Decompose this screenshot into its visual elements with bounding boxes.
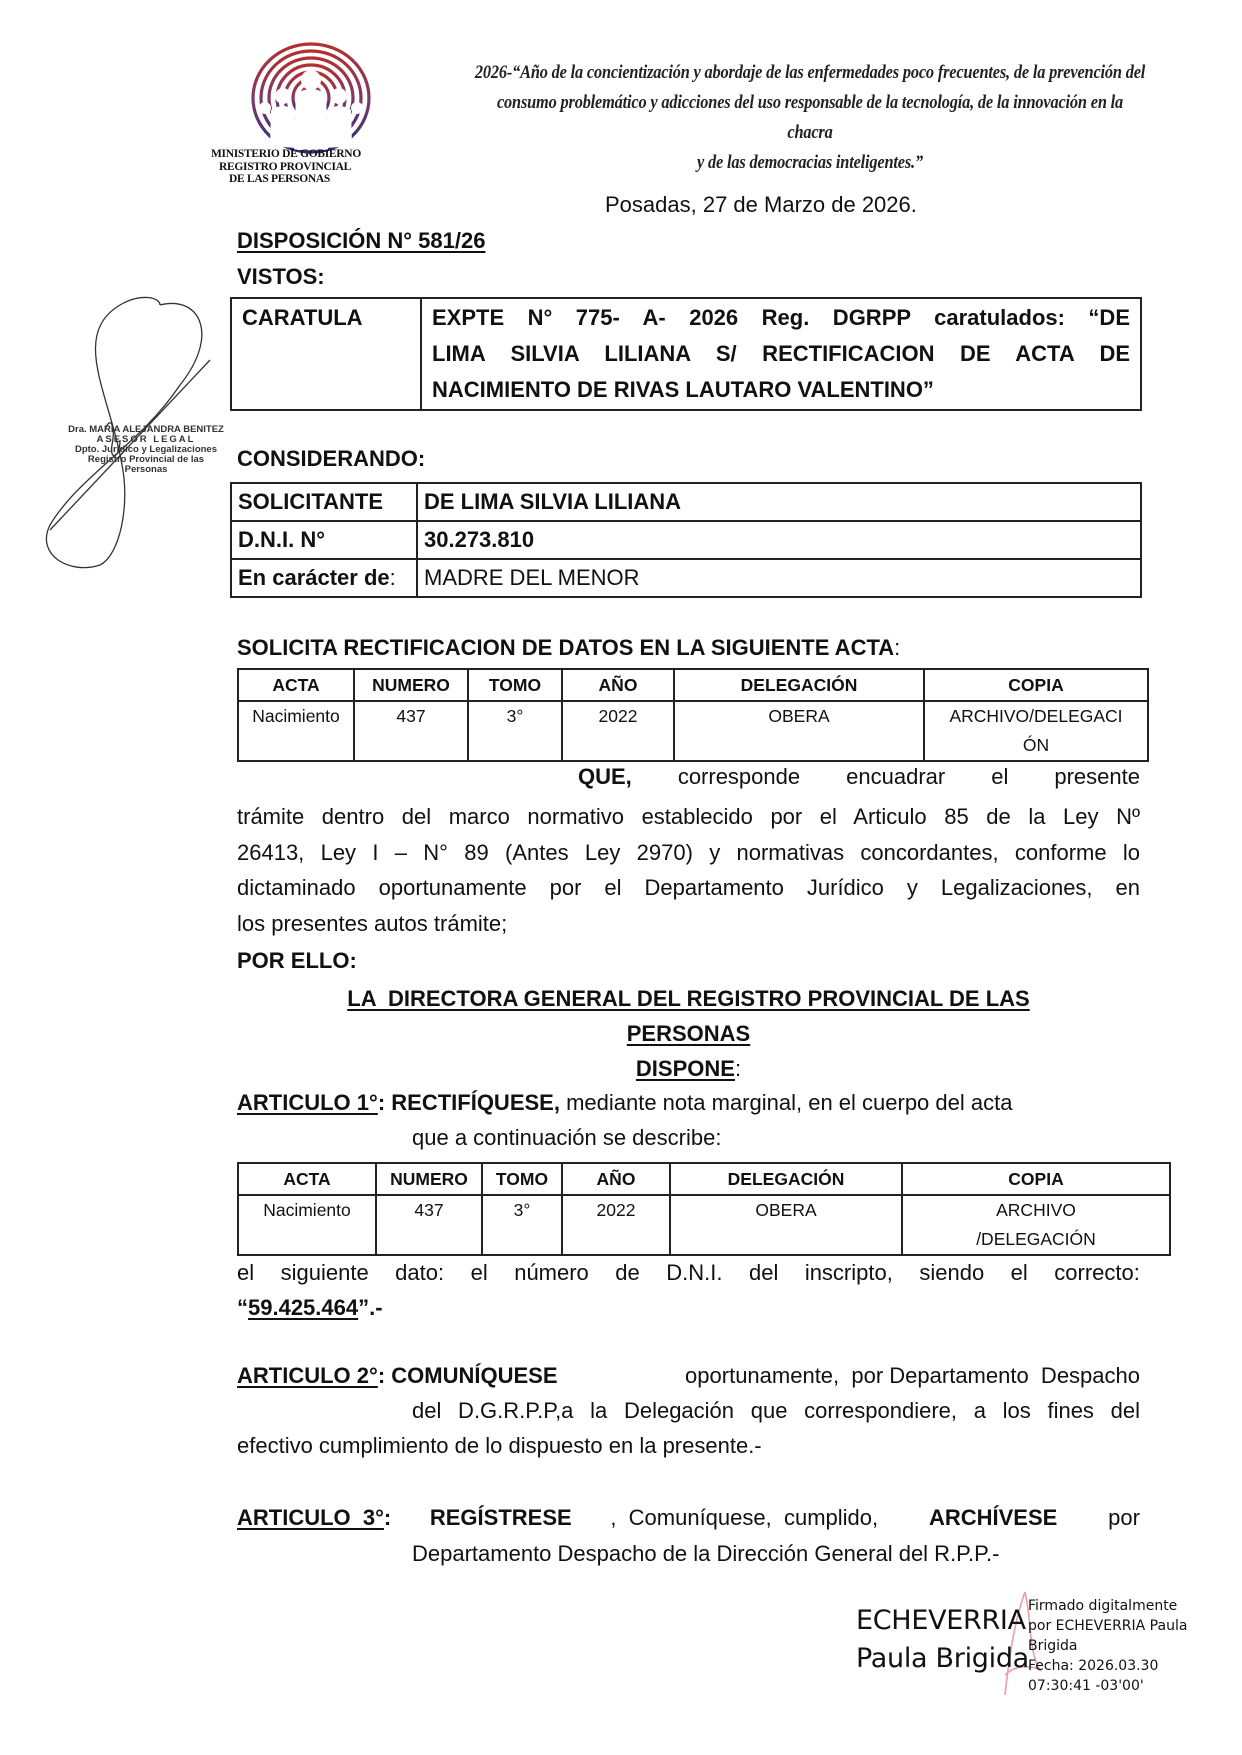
- stamp-line: ASESOR LEGAL: [96, 434, 196, 445]
- acta-table-rectify: [237, 1162, 1171, 1256]
- authority-line: LA DIRECTORA GENERAL DEL REGISTRO PROVINCIAL DE LAS: [347, 986, 1030, 1011]
- document-date: Posadas, 27 de Marzo de 2026.: [605, 192, 917, 217]
- table-row: [231, 521, 1141, 559]
- cell-delegacion: OBERA: [670, 1195, 902, 1255]
- applicant-label: SOLICITANTE: [231, 483, 417, 521]
- cell-copia: ARCHIVO /DELEGACIÓN: [902, 1195, 1170, 1255]
- authority-heading: LA DIRECTORA GENERAL DEL REGISTRO PROVINCIAL DE LAS PERSONAS DISPONE:: [347, 986, 1030, 1081]
- table-header-row: [238, 669, 1148, 701]
- article-2: ARTICULO 2°: COMUNÍQUESE oportunamente, por Departamento Despacho: [237, 1363, 1140, 1388]
- signer-given-names: Paula Brigida: [856, 1643, 1029, 1674]
- stamp-line: Registro Provincial de las Personas: [87, 454, 205, 475]
- correct-dni-value: 59.425.464: [248, 1295, 359, 1320]
- capacity-value: MADRE DEL MENOR: [417, 559, 1141, 597]
- col-delegacion: DELEGACIÓN: [674, 669, 924, 701]
- article-2-cont2: efectivo cumplimiento de lo dispuesto en la presente.-: [237, 1433, 762, 1458]
- motto-line: y de las democracias inteligentes.”: [697, 152, 923, 173]
- word: encuadrar: [846, 764, 946, 789]
- col-copia: COPIA: [924, 669, 1148, 701]
- vistos-label: VISTOS:: [237, 264, 325, 289]
- article-1-verb: RECTIFÍQUESE,: [391, 1090, 560, 1115]
- word: el: [991, 764, 1009, 789]
- article-1-text: mediante nota marginal, en el cuerpo del acta: [559, 1090, 1013, 1115]
- que-line: los presentes autos trámite;: [237, 910, 508, 936]
- authority-line: PERSONAS: [626, 1021, 751, 1046]
- caratula-value: [421, 298, 1141, 410]
- col-ano: AÑO: [562, 669, 674, 701]
- word: número: [514, 1260, 589, 1285]
- institution-line: DE LAS PERSONAS: [229, 173, 330, 185]
- col-ano: AÑO: [562, 1163, 670, 1195]
- institution-caption: [205, 148, 420, 186]
- sig-meta-line: Firmado digitalmente: [1028, 1598, 1178, 1614]
- dni-label: D.N.I. N°: [231, 521, 417, 559]
- sig-meta-line: 07:30:41 -03'00': [1028, 1678, 1144, 1694]
- sig-meta-line: por ECHEVERRIA Paula: [1028, 1618, 1188, 1634]
- cell-numero: 437: [354, 701, 468, 761]
- article-3-label: ARTICULO 3°: [237, 1505, 384, 1530]
- correct-dni: “59.425.464”.-: [237, 1295, 383, 1320]
- dni-value: 30.273.810: [417, 521, 1141, 559]
- word: del: [748, 1260, 779, 1285]
- table-row: [231, 559, 1141, 597]
- word: de: [615, 1260, 640, 1285]
- acta-table-requested: [237, 668, 1149, 762]
- word: inscripto,: [804, 1260, 893, 1285]
- caratula-line: EXPTE N° 775- A- 2026 Reg. DGRPP caratulados: “DE: [432, 305, 1130, 330]
- article-1-label: ARTICULO 1°: [237, 1090, 378, 1115]
- table-row: [238, 1195, 1170, 1255]
- sig-meta-line: Fecha: 2026.03.30: [1028, 1658, 1159, 1674]
- word: siendo: [919, 1260, 985, 1285]
- que-paragraph: [237, 799, 1140, 941]
- signer-name: [856, 1602, 1029, 1678]
- cell-acta: Nacimiento: [238, 1195, 376, 1255]
- word: el: [1010, 1260, 1028, 1285]
- applicant-table: [230, 482, 1142, 598]
- caratula-line: NACIMIENTO DE RIVAS LAUTARO VALENTINO”: [432, 377, 934, 402]
- article-3-verb2: ARCHÍVESE: [928, 1505, 1058, 1530]
- applicant-name: DE LIMA SILVIA LILIANA: [417, 483, 1141, 521]
- article-2-cont: del D.G.R.P.P,a la Delegación que correspondiere, a los fines del: [412, 1398, 1140, 1423]
- dispone-label: DISPONE: [635, 1056, 735, 1081]
- cell-numero: 437: [376, 1195, 482, 1255]
- article-1-cont: que a continuación se describe:: [412, 1125, 722, 1150]
- article-1: ARTICULO 1°: RECTIFÍQUESE, mediante nota marginal, en el cuerpo del acta: [237, 1090, 1013, 1115]
- col-copia: COPIA: [902, 1163, 1170, 1195]
- caratula-label: CARATULA: [231, 298, 421, 410]
- solicita-heading: SOLICITA RECTIFICACION DE DATOS EN LA SIGUIENTE ACTA:: [237, 635, 901, 660]
- institution-line: REGISTRO PROVINCIAL: [219, 160, 352, 173]
- article-1-after-line: [237, 1260, 1140, 1286]
- col-numero: NUMERO: [354, 669, 468, 701]
- article-3-end: por: [1095, 1505, 1140, 1530]
- considerando-label: CONSIDERANDO:: [237, 446, 426, 471]
- article-2-verb: COMUNÍQUESE: [391, 1363, 558, 1388]
- motto-line: 2026-“Año de la concientización y abordaje de las enfermedades poco frecuentes, de la prevención del: [474, 62, 1146, 83]
- col-numero: NUMERO: [376, 1163, 482, 1195]
- year-motto: [475, 58, 1146, 178]
- article-2-label: ARTICULO 2°: [237, 1363, 378, 1388]
- legal-advisor-stamp: [66, 425, 226, 475]
- word: D.N.I.: [666, 1260, 723, 1285]
- signer-surname: ECHEVERRIA: [856, 1605, 1026, 1636]
- stamp-line: Dra. MARIA ALEJANDRA BENITEZ: [68, 424, 224, 435]
- que-lead: QUE,: [578, 764, 632, 789]
- por-ello-label: POR ELLO:: [237, 948, 357, 973]
- word: dato:: [395, 1260, 445, 1285]
- fingerprint-people-logo-icon: [238, 38, 384, 156]
- registry-logo: [238, 38, 384, 156]
- col-delegacion: DELEGACIÓN: [670, 1163, 902, 1195]
- word: el: [470, 1260, 488, 1285]
- word: el: [237, 1260, 255, 1285]
- cell-copia: ARCHIVO/DELEGACI ÓN: [924, 701, 1148, 761]
- col-tomo: TOMO: [468, 669, 562, 701]
- stamp-line: Dpto. Jurídico y Legalizaciones: [74, 444, 217, 455]
- word: siguiente: [280, 1260, 369, 1285]
- article-3-cont: Departamento Despacho de la Dirección General del R.P.P.-: [412, 1541, 1000, 1566]
- table-header-row: [238, 1163, 1170, 1195]
- article-2-text: oportunamente, por Departamento Despacho: [685, 1363, 1140, 1388]
- table-row: [238, 701, 1148, 761]
- cell-delegacion: OBERA: [674, 701, 924, 761]
- col-tomo: TOMO: [482, 1163, 562, 1195]
- col-acta: ACTA: [238, 669, 354, 701]
- sig-meta-line: Brigida: [1028, 1638, 1078, 1654]
- que-first-line: [578, 764, 1140, 790]
- capacity-label: En carácter de:: [231, 559, 417, 597]
- caratula-line: LIMA SILVIA LILIANA S/ RECTIFICACION DE ACTA DE: [432, 341, 1130, 366]
- institution-line: MINISTERIO DE GOBIERNO: [211, 148, 361, 160]
- que-line: trámite dentro del marco normativo establecido por el Articulo 85 de la Ley Nº: [237, 804, 1140, 829]
- word: correcto:: [1054, 1260, 1140, 1285]
- disposition-title: DISPOSICIÓN N° 581/26: [237, 228, 486, 253]
- table-row: [231, 483, 1141, 521]
- caratula-table: [230, 297, 1142, 411]
- signature-metadata: [1028, 1596, 1187, 1696]
- word: presente: [1054, 764, 1140, 789]
- cell-acta: Nacimiento: [238, 701, 354, 761]
- cell-ano: 2022: [562, 1195, 670, 1255]
- cell-tomo: 3°: [468, 701, 562, 761]
- article-3: ARTICULO 3°: REGÍSTRESE , Comuníquese, cumplido, ARCHÍVESE por: [237, 1505, 1140, 1530]
- motto-line: consumo problemático y adicciones del uso responsable de la tecnología, de la innovación en la chacra: [496, 92, 1124, 143]
- que-line: 26413, Ley I – N° 89 (Antes Ley 2970) y normativas concordantes, conforme lo: [237, 839, 1140, 865]
- word: corresponde: [677, 764, 801, 789]
- article-3-verb1: REGÍSTRESE: [429, 1505, 572, 1530]
- article-3-text: , Comuníquese, cumplido,: [610, 1505, 891, 1530]
- que-line: dictaminado oportunamente por el Departamento Jurídico y Legalizaciones, en: [237, 875, 1140, 900]
- cell-tomo: 3°: [482, 1195, 562, 1255]
- cell-ano: 2022: [562, 701, 674, 761]
- col-acta: ACTA: [238, 1163, 376, 1195]
